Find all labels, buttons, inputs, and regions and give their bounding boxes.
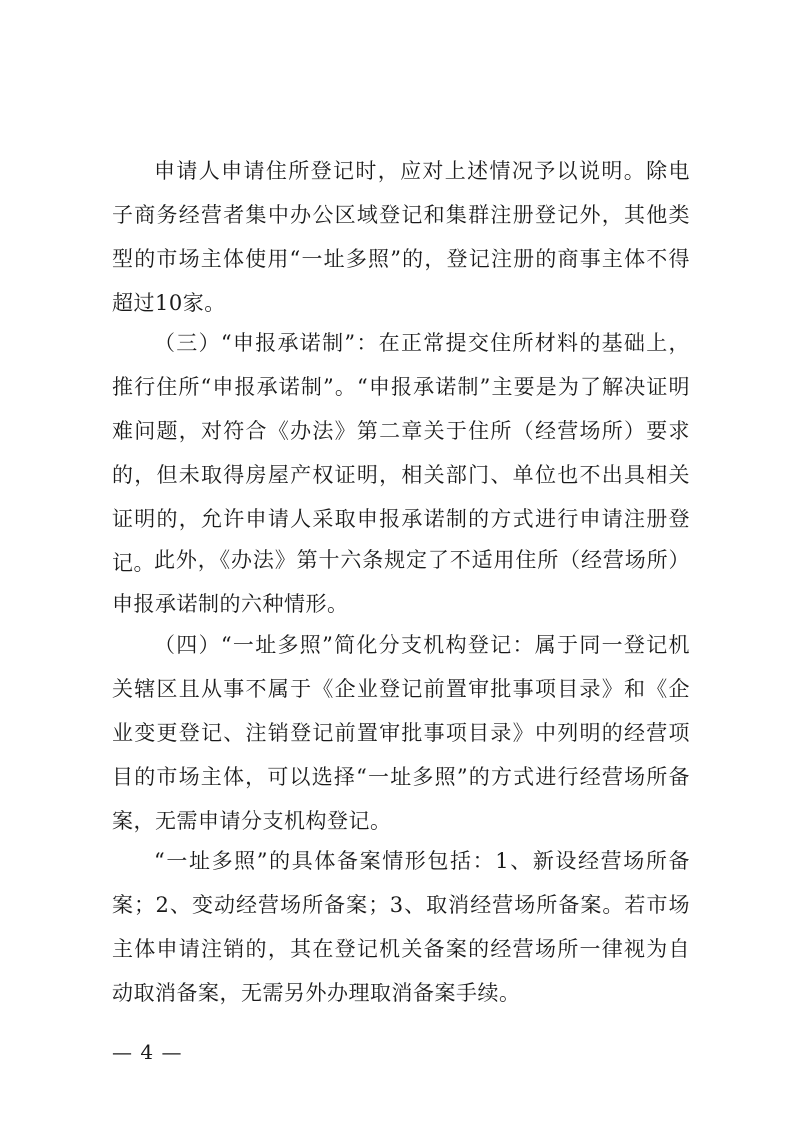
paragraph-declaration-commitment-system: （三）“申报承诺制”：在正常提交住所材料的基础上，推行住所“申报承诺制”。“申报承诺制”主要是为了解决证明难问题，对符合《办法》第二章关于住所（经营场所）要求的，但未取得房屋产权证明，相关部门、单位也不出具相关证明的，允许申请人采取申报承诺制的方式进行申请注册登记。 (112, 331, 690, 575)
paragraph-branch-registration: （四）“一址多照”简化分支机构登记：属于同一登记机关辖区且从事不属于《企业登记前置审批事项目录》和《企业变更登记、注销登记前置审批事项目录》中列明的经营项目的市场主体，可以选择“一址多照”的方式进行经营场所备案，无需申请分支机构登记。 (112, 633, 690, 833)
paragraph-filing-cases: “一址多照”的具体备案情形包括：1、新设经营场所备案；2、变动经营场所备案；3、取消经营场所备案。若市场主体申请注销的，其在登记机关备案的经营场所一律视为自动取消备案，无需另外办理取消备案手续。 (112, 849, 690, 1005)
paragraph-exceptions: 此外，《办法》第十六条规定了不适用住所（经营场所）申报承诺制的六种情形。 (112, 548, 690, 616)
page-number: — 4 — (112, 1040, 183, 1064)
paragraph-address-registration-note: 申请人申请住所登记时，应对上述情况予以说明。除电子商务经营者集中办公区域登记和集群注册登记外，其他类型的市场主体使用“一址多照”的，登记注册的商事主体不得超过10家。 (112, 159, 690, 315)
